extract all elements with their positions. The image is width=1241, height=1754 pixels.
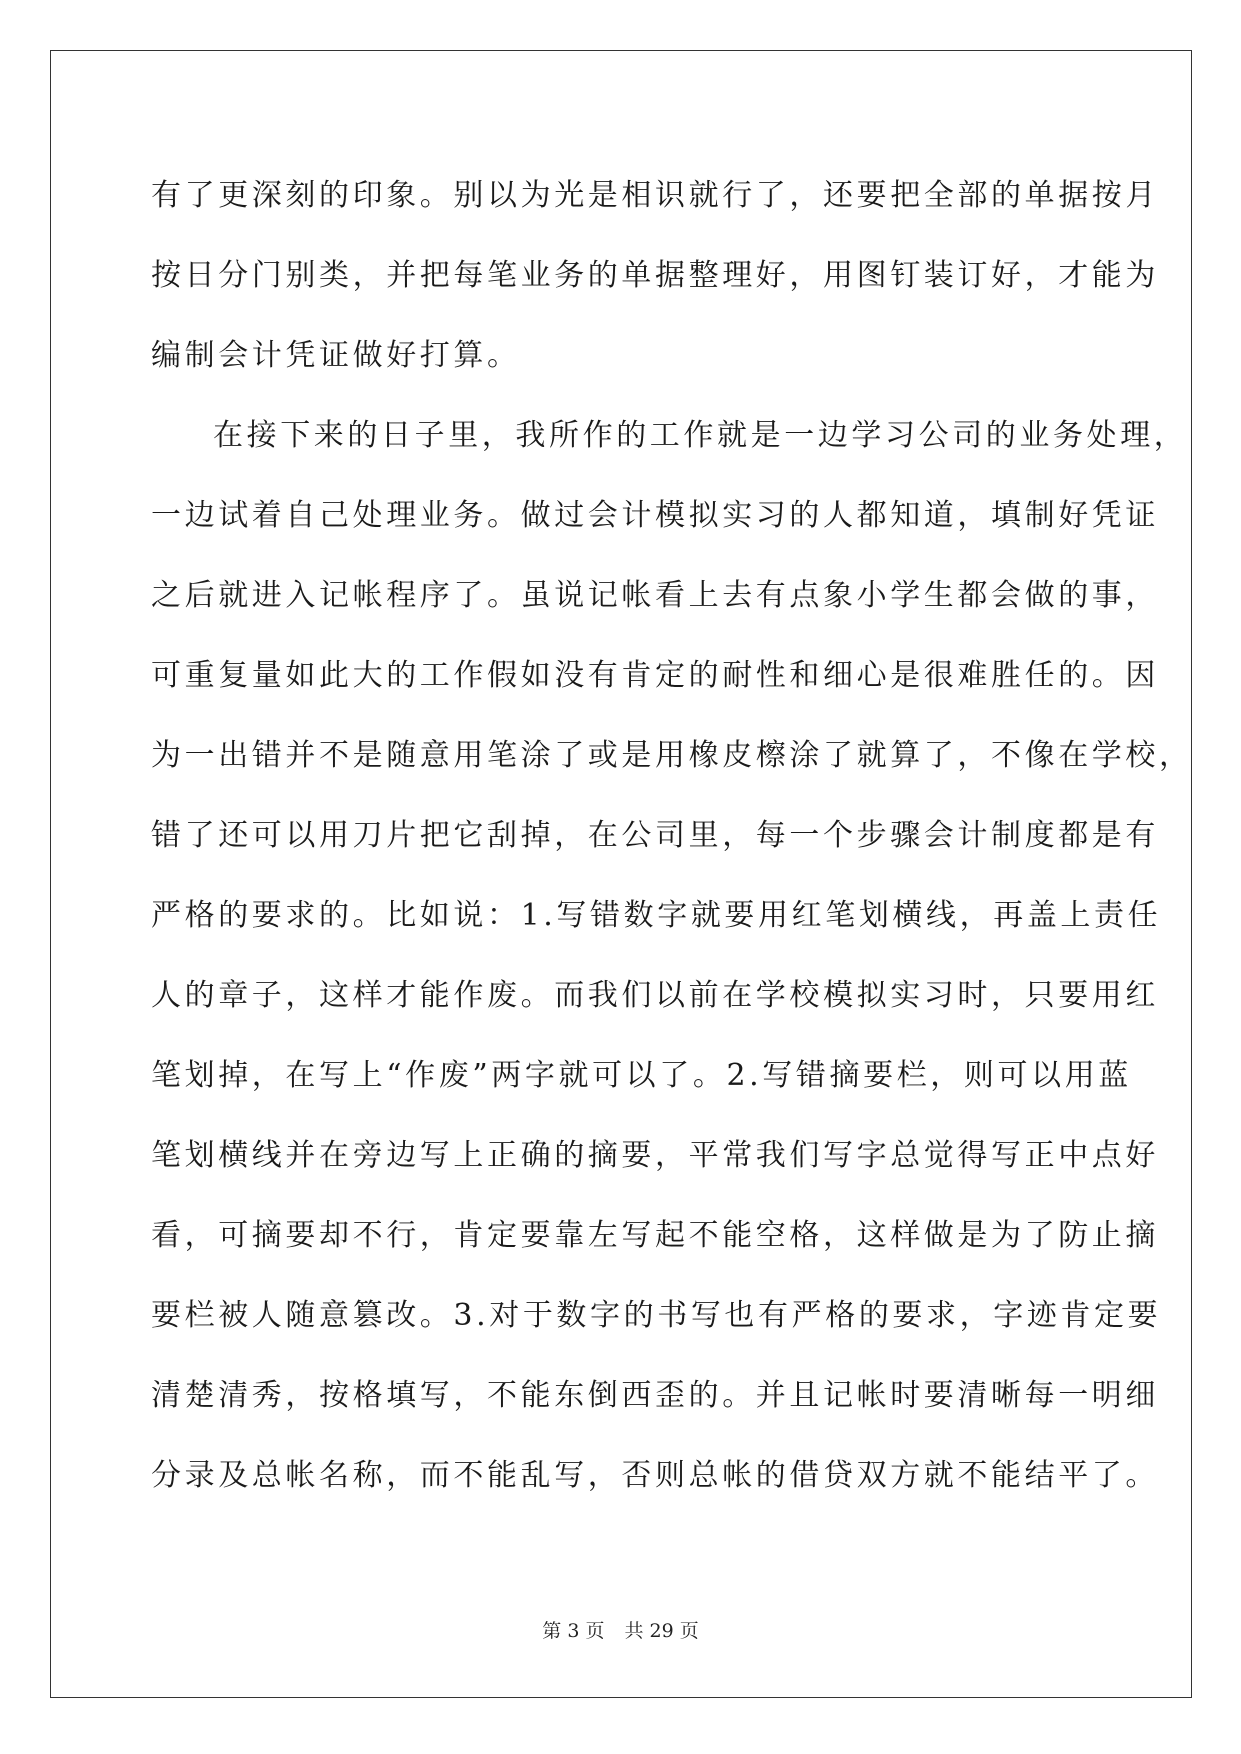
page-number: 第 3 页 [542,1620,605,1642]
text-line: 编制会计凭证做好打算。 [151,338,521,373]
total-pages: 共 29 页 [624,1620,699,1642]
document-body [151,156,1193,1516]
text-line: 要栏被人随意篡改。3.对于数字的书写也有严格的要求，字迹肯定要 [151,1298,1162,1333]
text-line: 人的章子，这样才能作废。而我们以前在学校模拟实习时，只要用红 [151,978,1159,1013]
text-line: 清楚清秀，按格填写，不能东倒西歪的。并且记帐时要清晰每一明细 [151,1378,1159,1413]
text-line: 为一出错并不是随意用笔涂了或是用橡皮檫涂了就算了，不像在学校， [151,738,1193,773]
text-line: 笔划掉，在写上“作废”两字就可以了。2.写错摘要栏，则可以用蓝 [151,1058,1132,1093]
paragraph-start-line: 在接下来的日子里，我所作的工作就是一边学习公司的业务处理， [213,418,1188,453]
page-footer [0,1619,1241,1643]
text-line: 严格的要求的。比如说：1.写错数字就要用红笔划横线，再盖上责任 [151,898,1162,933]
text-line: 有了更深刻的印象。别以为光是相识就行了，还要把全部的单据按月 [151,178,1159,213]
text-line: 一边试着自己处理业务。做过会计模拟实习的人都知道，填制好凭证 [151,498,1159,533]
text-line: 之后就进入记帐程序了。虽说记帐看上去有点象小学生都会做的事， [151,578,1159,613]
text-line: 分录及总帐名称，而不能乱写，否则总帐的借贷双方就不能结平了。 [151,1458,1159,1493]
text-line: 笔划横线并在旁边写上正确的摘要，平常我们写字总觉得写正中点好 [151,1138,1159,1173]
text-line: 可重复量如此大的工作假如没有肯定的耐性和细心是很难胜任的。因 [151,658,1159,693]
text-line: 错了还可以用刀片把它刮掉，在公司里，每一个步骤会计制度都是有 [151,818,1159,853]
text-line: 看，可摘要却不行，肯定要靠左写起不能空格，这样做是为了防止摘 [151,1218,1159,1253]
text-line: 按日分门别类，并把每笔业务的单据整理好，用图钉装订好，才能为 [151,258,1159,293]
